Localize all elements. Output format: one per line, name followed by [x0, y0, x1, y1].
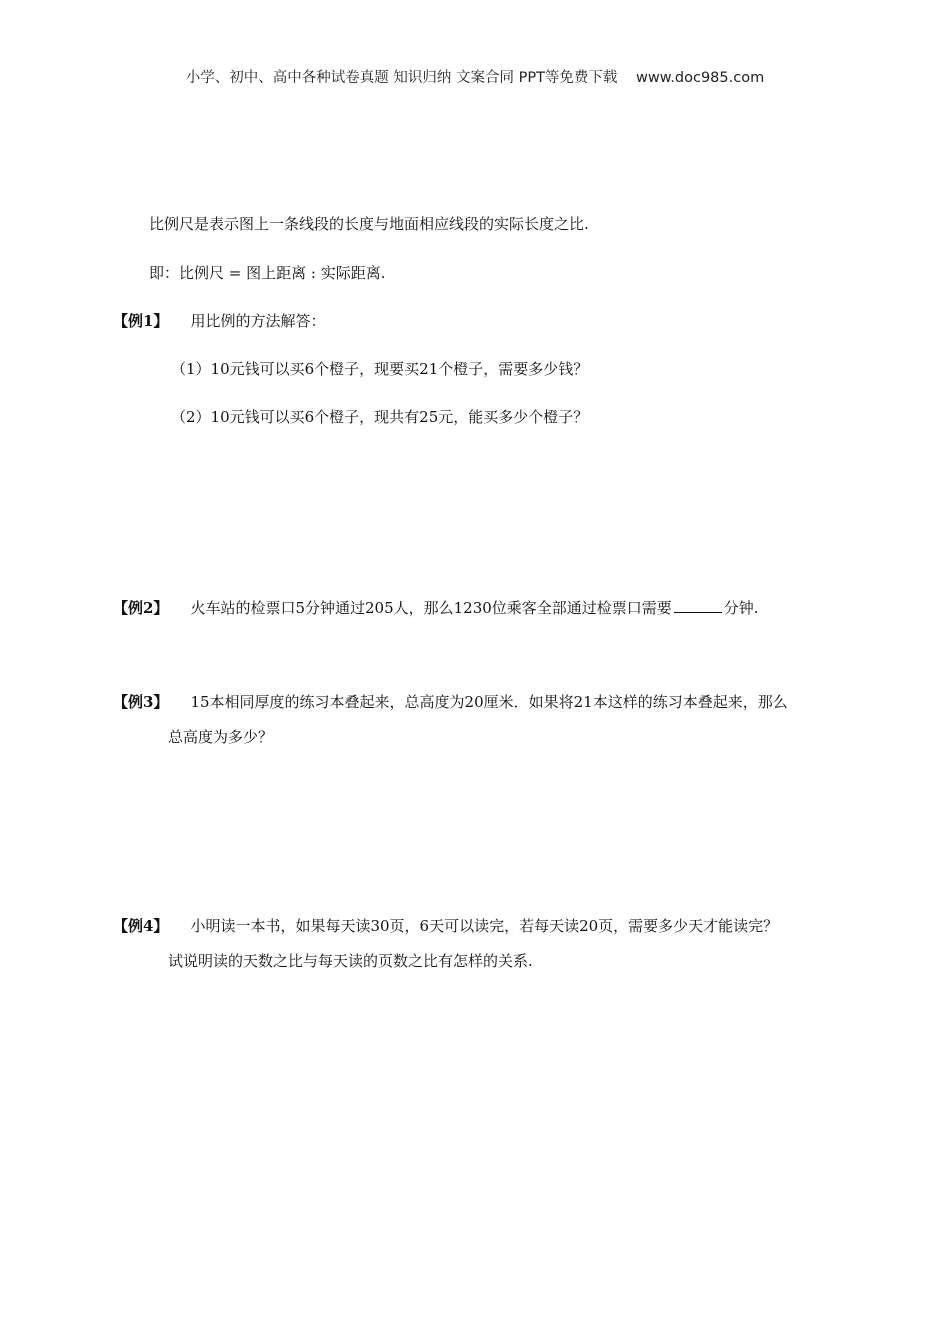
definition-text: 比例尺是表示图上一条线段的长度与地面相应线段的实际长度之比. [149, 215, 589, 233]
answer-blank[interactable] [674, 598, 722, 613]
example-3 [113, 691, 788, 713]
example-2-text-before: 火车站的检票口5分钟通过205人，那么1230位乘客全部通过检票口需要 [190, 599, 672, 617]
example-1-sub-1: （1）10元钱可以买6个橙子，现要买21个橙子，需要多少钱？ [171, 360, 589, 378]
example-1 [113, 310, 325, 332]
example-2-text-after: 分钟. [723, 599, 759, 617]
example-4-line-1: 小明读一本书，如果每天读30页，6天可以读完，若每天读20页，需要多少天才能读完？ [190, 917, 779, 935]
example-1-label: 【例1】 [113, 312, 169, 330]
example-3-line-1: 15本相同厚度的练习本叠起来，总高度为20厘米．如果将21本这样的练习本叠起来，那么 [190, 693, 788, 711]
example-3-label: 【例3】 [113, 693, 169, 711]
header-text: 小学、初中、高中各种试卷真题 知识归纳 文案合同 PPT等免费下载 [185, 70, 618, 86]
example-4-line-2: 试说明读的天数之比与每天读的页数之比有怎样的关系. [168, 952, 533, 970]
page-header [0, 66, 950, 87]
header-url[interactable]: www.doc985.com [636, 70, 765, 86]
example-4-label: 【例4】 [113, 917, 169, 935]
example-1-text: 用比例的方法解答： [190, 312, 326, 330]
example-4 [113, 915, 778, 937]
formula-text: 即：比例尺 = 图上距离 : 实际距离. [149, 264, 386, 282]
example-2 [113, 597, 759, 619]
example-3-line-2: 总高度为多少？ [168, 728, 274, 746]
example-2-label: 【例2】 [113, 599, 169, 617]
example-1-sub-2: （2）10元钱可以买6个橙子，现共有25元，能买多少个橙子？ [171, 408, 589, 426]
